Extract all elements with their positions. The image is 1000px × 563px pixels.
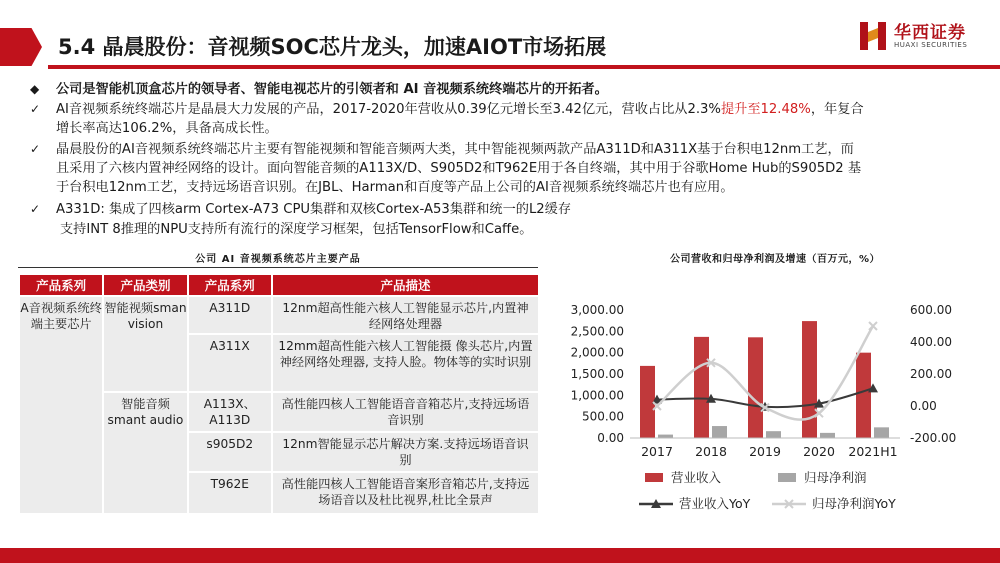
legend-swatch [645,473,663,482]
huaxi-logo-icon [858,20,888,52]
y-left-tick-label: 3,000.00 [570,303,624,317]
bar-revenue [748,337,763,438]
y-left-tick-label: 2,000.00 [570,345,624,360]
y-right-tick-label: 0.00 [910,399,937,413]
legend-label: 营业收入YoY [679,496,751,511]
diamond-bullet-icon: ◆ [30,82,40,96]
cell-description: 12mm超高性能六核人工智能摄 像头芯片,内置神经网络处理器, 支持人脸。物体等的实时识别 [273,335,538,391]
x-tick-label: 2019 [749,444,781,459]
legend-label: 归母净利润 [804,470,867,485]
page-title: 5.4 晶晨股份：音视频SOC芯片龙头，加速AIOT市场拓展 [58,35,607,59]
table-caption-rule [18,267,538,268]
col-header-category: 产品类别 [104,275,186,295]
bar-revenue [694,337,709,438]
bar-revenue [856,353,871,438]
y-right-tick-label: 200.00 [910,367,952,381]
bar-net-profit [658,435,673,438]
y-left-tick-label: 0.00 [597,431,624,445]
table-row [20,297,538,333]
bullet-line: 且采用了六核内置神经网络的设计。面向智能音频的A113X/D、S905D2和T962E用于各自终端，其中用于谷歌Home Hub的S905D2 基 [56,161,862,176]
header-rule [48,65,1000,69]
legend-swatch [778,473,796,482]
y-left-tick-label: 2,500.00 [570,324,624,339]
x-tick-label: 2017 [641,444,673,459]
cell-model: A311D [189,297,271,333]
cell-description: 12nm超高性能六核人工智能显示芯片,内置神经网络处理器 [273,297,538,333]
bullet-line: 增长率高达106.2%，具备高成长性。 [56,121,278,136]
cell-description: 12nm智能显示芯片解决方案.支持远场语音识别 [273,433,538,471]
y-left-tick-label: 1,500.00 [570,367,624,381]
logo-text-cn: 华西证券 [894,23,966,43]
header-accent-arrow [0,28,42,66]
bar-net-profit [874,427,889,438]
bar-revenue [640,366,655,438]
cell-description: 高性能四核人工智能语音音箱芯片,支持远场语音识别 [273,393,538,431]
cell-model: A311X [189,335,271,391]
bar-net-profit [820,433,835,438]
bar-net-profit [766,431,781,438]
cell-model: A113X、A113D [189,393,271,431]
x-tick-label: 2018 [695,444,727,459]
cell-category-video: 智能视频sman vision [104,297,186,391]
logo-text-en: HUAXI SECURITIES [894,41,968,49]
chart-title: 公司营收和归母净利润及增速（百万元，%） [669,254,881,265]
bullet-line: A331D: 集成了四核arm Cortex-A73 CPU集群和双核Cortex-A53集群和统一的L2缓存 [56,202,572,217]
check-bullet-icon: ✓ [30,202,41,216]
x-tick-label: 2020 [803,444,835,459]
bullet-line: AI音视频系统终端芯片是晶晨大力发展的产品，2017-2020年营收从0.39亿元增长至3.42亿元，营收占比从2.3%提升至12.48%，年复合 [56,102,864,117]
cell-category-audio: 智能音频smant audio [104,393,186,513]
cell-model: s905D2 [189,433,271,471]
cell-series: A音视频系统终端主要芯片 [20,297,102,513]
y-right-tick-label: 400.00 [910,335,952,349]
table-header-row [20,275,538,295]
y-left-tick-label: 500.00 [582,409,624,424]
footer-bar [0,548,1000,563]
bullet-line: 于台积电12nm工艺，支持远场语音识别。在JBL、Harman和百度等产品上公司的AI音视频系统终端芯片也有应用。 [56,180,734,195]
bullet-line: 晶晨股份的AI音视频系统终端芯片主要有智能视频和智能音频两大类，其中智能视频两款产品A311D和A311X基于台积电12nm工艺，而 [56,142,854,157]
table-caption: 公司 AI 音视频系统芯片主要产品 [195,254,361,265]
legend-label: 归母净利润YoY [812,496,896,511]
y-right-tick-label: -200.00 [910,431,957,445]
bullet-text: 公司是智能机顶盒芯片的领导者、智能电视芯片的引领者和 AI 音视频系统终端芯片的开拓者。 [56,82,608,97]
col-header-model: 产品系列 [189,275,271,295]
col-header-series: 产品系列 [20,275,102,295]
check-bullet-icon: ✓ [30,142,41,156]
legend-label: 营业收入 [671,470,722,485]
check-bullet-icon: ✓ [30,102,41,116]
revenue-profit-chart [550,290,995,520]
bullet-line: 支持INT 8推理的NPU支持所有流行的深度学习框架，包括TensorFlow和Caffe。 [60,222,533,237]
x-tick-label: 2021H1 [848,444,898,459]
y-left-tick-label: 1,000.00 [570,388,624,403]
cell-description: 高性能四核人工智能语音案形音箱芯片,支持远场语音以及杜比视界,杜比全景声 [273,473,538,513]
marker-profit-yoy [869,322,877,330]
cell-model: T962E [189,473,271,513]
highlight-text: 提升至12.48% [720,102,811,117]
product-table [18,273,540,515]
company-logo [858,16,998,56]
y-right-tick-label: 600.00 [910,303,952,317]
col-header-description: 产品描述 [273,275,538,295]
bar-net-profit [712,426,727,438]
